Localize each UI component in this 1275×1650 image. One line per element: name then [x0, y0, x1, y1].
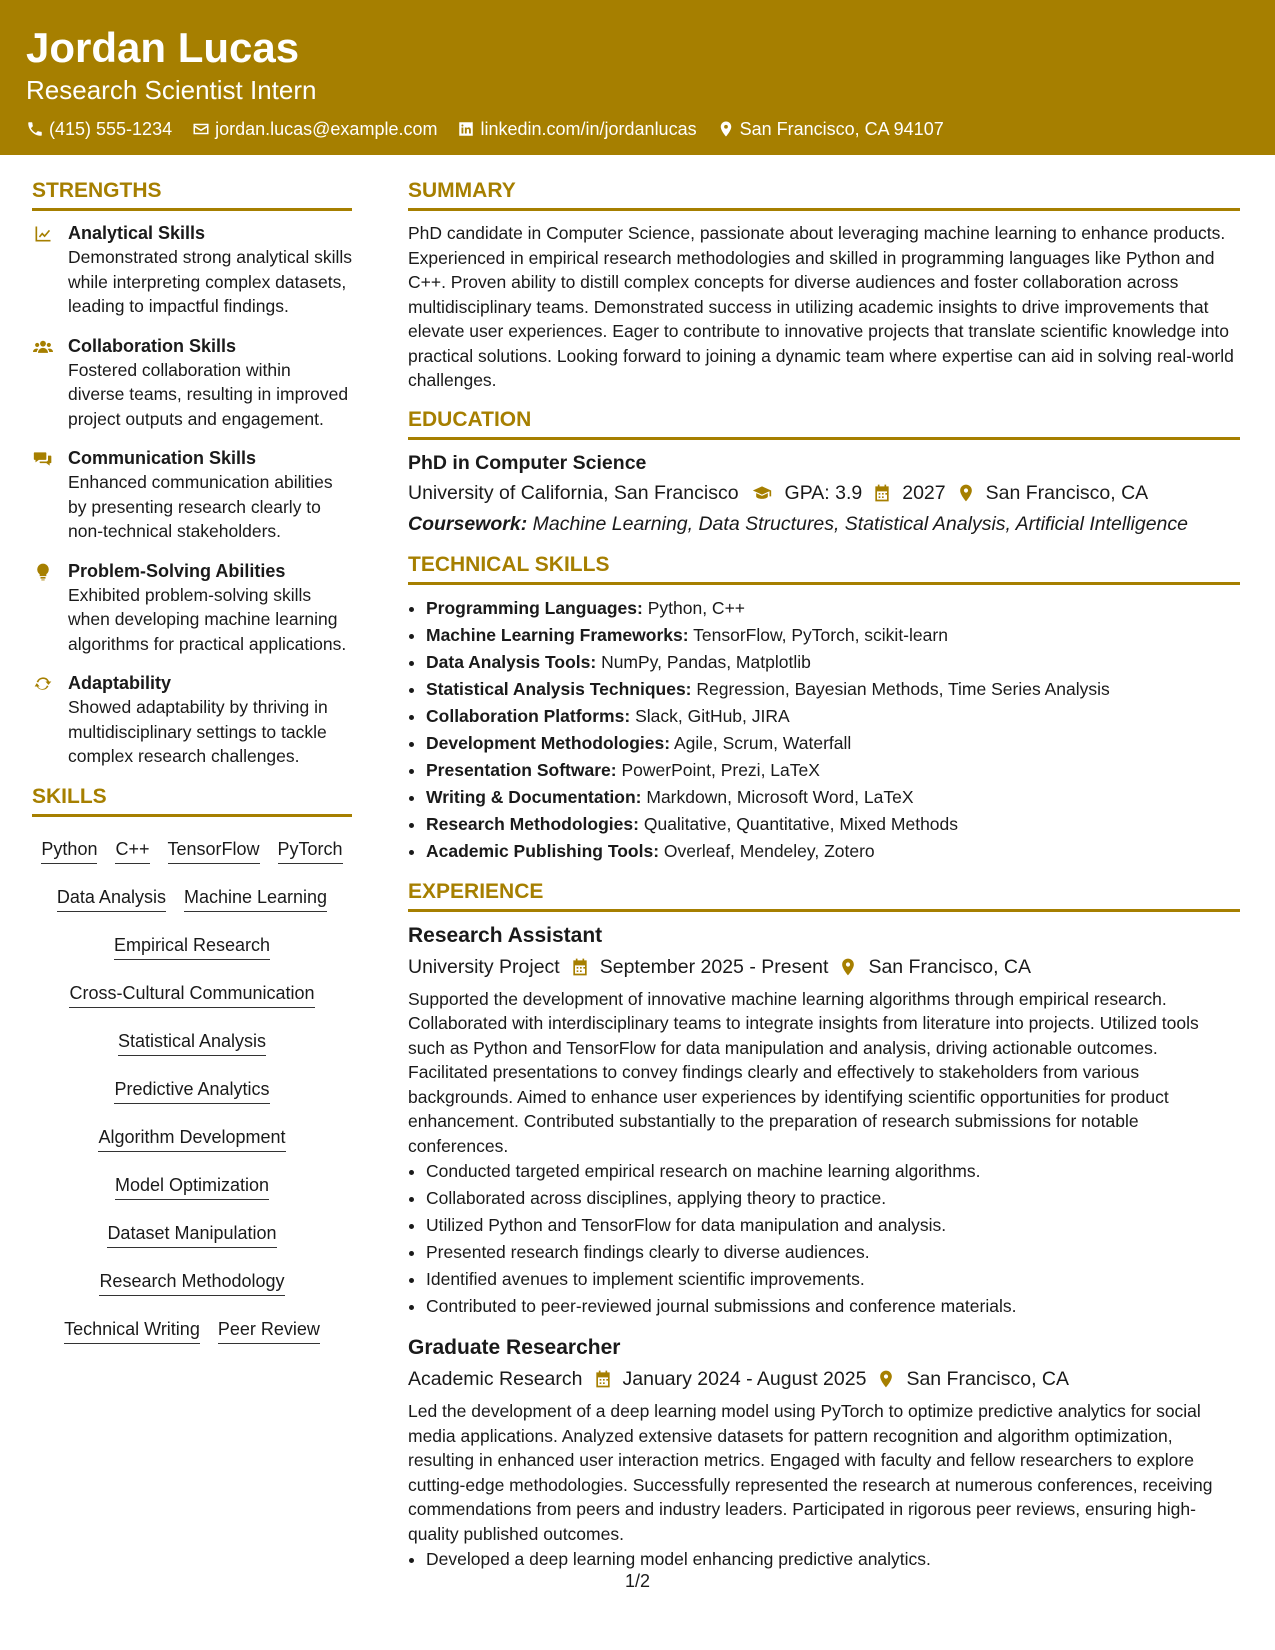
list-item	[426, 838, 1240, 865]
technical-skills-heading: TECHNICAL SKILLS	[408, 552, 1240, 585]
skill-tag: Peer Review	[218, 1311, 320, 1344]
education-location: San Francisco, CA	[985, 481, 1149, 504]
calendar-icon	[872, 483, 892, 503]
skill-tag: C++	[115, 831, 149, 864]
contact-location	[717, 118, 944, 140]
job-dates: January 2024 - August 2025	[622, 1368, 867, 1390]
strength-item	[32, 221, 352, 319]
resume-header	[0, 0, 1275, 155]
skill-category: Research Methodologies:	[426, 813, 639, 834]
experience-heading: EXPERIENCE	[408, 879, 1240, 912]
phone-text: (415) 555-1234	[49, 119, 173, 139]
skill-category: Writing & Documentation:	[426, 786, 642, 807]
job-organization: University Project	[408, 955, 560, 978]
education-gpa: GPA: 3.9	[784, 481, 863, 504]
job-description: Supported the development of innovative machine learning algorithms through empirical research. Collaborated with interdisciplinary teams to integrate insights from literature into projects. Utilized tools such as Python and TensorFlow for data manipulation and analysis, driving actionable outcomes. Facilitated presentations to convey findings clearly and effectively to stakeholders from various backgrounds. Aimed to enhance user experiences by identifying scientific opportunities for product enhancement. Contributed substantially to the preparation of research submissions for notable conferences.	[408, 988, 1199, 1156]
skill-category: Collaboration Platforms:	[426, 705, 631, 726]
education-degree: PhD in Computer Science	[408, 451, 647, 474]
list-item: • Identified avenues to implement scientific improvements.	[426, 1266, 1240, 1293]
list-item	[426, 595, 1240, 622]
list-item	[426, 676, 1240, 703]
skill-tag: Python	[41, 831, 97, 864]
list-item	[426, 757, 1240, 784]
skill-tag: Predictive Analytics	[114, 1071, 269, 1104]
contact-bar	[26, 118, 1249, 140]
job-meta	[408, 1365, 1240, 1393]
strength-name: Collaboration Skills	[68, 335, 237, 356]
strength-name: Communication Skills	[68, 448, 257, 468]
skill-tag: Cross-Cultural Communication	[69, 975, 314, 1008]
skill-tag: Empirical Research	[114, 927, 270, 960]
job-bullets	[408, 1158, 1240, 1320]
strengths-heading: STRENGTHS	[32, 178, 352, 211]
map-pin-icon	[956, 483, 976, 503]
list-item: • Conducted targeted empirical research on machine learning algorithms.	[426, 1158, 1240, 1185]
skill-tag: Machine Learning	[184, 879, 327, 912]
list-item	[426, 622, 1240, 649]
skill-tag: Research Methodology	[99, 1263, 284, 1296]
education-school: University of California, San Francisco	[408, 481, 739, 504]
strength-description: Demonstrated strong analytical skills while interpreting complex datasets, leading to impactful findings.	[68, 247, 353, 316]
job-dates: September 2025 - Present	[599, 955, 829, 978]
skills-tag-list	[32, 827, 352, 1355]
job-role: Research Assistant	[408, 923, 603, 947]
skill-tag: PyTorch	[278, 831, 343, 864]
lightbulb-icon	[32, 562, 54, 582]
users-icon	[32, 337, 54, 357]
linkedin-text: linkedin.com/in/jordanlucas	[480, 119, 697, 139]
job-description: Led the development of a deep learning model using PyTorch to optimize predictive analytics for social media applications. Analyzed extensive datasets for pattern recognition and algorithm optimization, resulting in enhanced user interaction metrics. Engaged with faculty and fellow researchers to explore cutting-edge methodologies. Successfully represented the research at numerous conferences, receiving commendations from peers and industry leaders. Participated in rigorous peer reviews, ensuring high-quality published outcomes.	[408, 1401, 1213, 1544]
coursework-label: Coursework:	[408, 512, 528, 535]
strength-description: Enhanced communication abilities by presenting research clearly to non-technical stakeholders.	[68, 472, 333, 541]
skill-category: Programming Languages:	[426, 597, 643, 618]
map-pin-icon	[838, 957, 858, 977]
candidate-title: Research Scientist Intern	[26, 75, 317, 105]
list-item	[426, 649, 1240, 676]
strength-description: Showed adaptability by thriving in multidisciplinary settings to tackle complex research challenges.	[68, 697, 328, 766]
list-item: • Developed a deep learning model enhancing predictive analytics.	[426, 1546, 1240, 1573]
list-item: • Presented research findings clearly to diverse audiences.	[426, 1239, 1240, 1266]
coursework-list: Machine Learning, Data Structures, Statistical Analysis, Artificial Intelligence	[532, 512, 1188, 535]
map-pin-icon	[876, 1369, 896, 1389]
strength-name: Analytical Skills	[68, 223, 206, 243]
skill-values: Qualitative, Quantitative, Mixed Methods	[643, 813, 959, 834]
skill-category: Statistical Analysis Techniques:	[426, 678, 692, 699]
comments-icon	[32, 449, 54, 469]
list-item: • Utilized Python and TensorFlow for data manipulation and analysis.	[426, 1212, 1240, 1239]
job-location: San Francisco, CA	[906, 1368, 1069, 1390]
chart-line-icon	[32, 224, 54, 244]
contact-email[interactable]	[192, 118, 437, 140]
skill-values: Slack, GitHub, JIRA	[635, 705, 790, 726]
job-meta	[408, 953, 1240, 981]
skill-values: NumPy, Pandas, Matplotlib	[601, 651, 811, 672]
calendar-icon	[570, 957, 590, 977]
skill-values: Overleaf, Mendeley, Zotero	[663, 840, 875, 861]
linkedin-icon	[457, 120, 475, 138]
skill-category: Presentation Software:	[426, 759, 617, 780]
list-item: • Collaborated across disciplines, applying theory to practice.	[426, 1185, 1240, 1212]
skill-tag: TensorFlow	[168, 831, 260, 864]
page-number: 1/2	[624, 1571, 651, 1591]
candidate-name: Jordan Lucas	[26, 24, 300, 71]
refresh-icon	[32, 674, 54, 694]
summary-text: PhD candidate in Computer Science, passionate about leveraging machine learning to enhance products. Experienced in empirical research methodologies and skilled in programming languages like Python and C++. Proven ability to distill complex concepts for diverse audiences and foster collaboration across multidisciplinary teams. Demonstrated success in utilizing academic insights to drive improvements that elevate user experiences. Eager to contribute to innovative projects that translate scientific knowledge into practical solutions. Looking forward to joining a dynamic team where expertise can aid in solving real-world challenges.	[408, 223, 1234, 390]
graduation-cap-icon	[749, 483, 775, 503]
job-bullets	[408, 1546, 1240, 1573]
strength-description: Fostered collaboration within diverse teams, resulting in improved project outputs and engagement.	[68, 359, 349, 429]
summary-heading: SUMMARY	[408, 178, 1240, 211]
job-location: San Francisco, CA	[868, 955, 1031, 978]
map-pin-icon	[717, 120, 735, 138]
list-item	[426, 703, 1240, 730]
list-item	[426, 784, 1240, 811]
skill-values: Markdown, Microsoft Word, LaTeX	[646, 786, 914, 807]
strength-item	[32, 671, 352, 769]
list-item	[426, 730, 1240, 757]
strength-item	[32, 334, 352, 432]
strength-description: Exhibited problem-solving skills when developing machine learning algorithms for practical applications.	[68, 584, 347, 654]
job-organization: Academic Research	[408, 1368, 583, 1390]
education-coursework	[408, 510, 1240, 538]
email-text: jordan.lucas@example.com	[215, 119, 438, 139]
envelope-icon	[192, 120, 210, 138]
skill-values: Python, C++	[647, 597, 746, 618]
skill-values: Regression, Bayesian Methods, Time Series Analysis	[696, 678, 1110, 699]
skill-category: Academic Publishing Tools:	[426, 840, 660, 861]
phone-icon	[26, 120, 44, 138]
skill-tag: Model Optimization	[115, 1167, 269, 1200]
strength-item	[32, 559, 352, 657]
skill-tag: Dataset Manipulation	[107, 1215, 276, 1248]
skill-values: PowerPoint, Prezi, LaTeX	[621, 759, 820, 780]
experience-entry	[408, 922, 1240, 1321]
skill-values: TensorFlow, PyTorch, scikit-learn	[693, 624, 948, 645]
skill-values: Agile, Scrum, Waterfall	[673, 732, 852, 753]
contact-linkedin[interactable]	[457, 118, 696, 140]
skill-category: Data Analysis Tools:	[426, 651, 597, 672]
location-text: San Francisco, CA 94107	[739, 119, 944, 139]
skill-tag: Data Analysis	[57, 879, 166, 912]
education-meta	[408, 479, 1240, 507]
skill-tag: Statistical Analysis	[118, 1023, 266, 1056]
skills-heading: SKILLS	[32, 784, 352, 817]
technical-skills-list	[408, 595, 1240, 865]
list-item	[426, 811, 1240, 838]
job-role: Graduate Researcher	[408, 1336, 621, 1359]
skill-tag: Technical Writing	[64, 1311, 200, 1344]
skill-category: Machine Learning Frameworks:	[426, 624, 689, 645]
education-heading: EDUCATION	[408, 407, 1240, 440]
list-item: • Contributed to peer-reviewed journal submissions and conference materials.	[426, 1293, 1240, 1320]
experience-entry	[408, 1334, 1240, 1573]
skill-category: Development Methodologies:	[426, 732, 671, 753]
left-column	[32, 178, 352, 1355]
strength-item	[32, 446, 352, 544]
right-column	[408, 178, 1240, 1587]
contact-phone[interactable]	[26, 118, 172, 140]
education-year: 2027	[902, 481, 946, 504]
strength-name: Adaptability	[68, 673, 172, 693]
strength-name: Problem-Solving Abilities	[68, 560, 286, 581]
calendar-icon	[593, 1369, 613, 1389]
skill-tag: Algorithm Development	[98, 1119, 285, 1152]
